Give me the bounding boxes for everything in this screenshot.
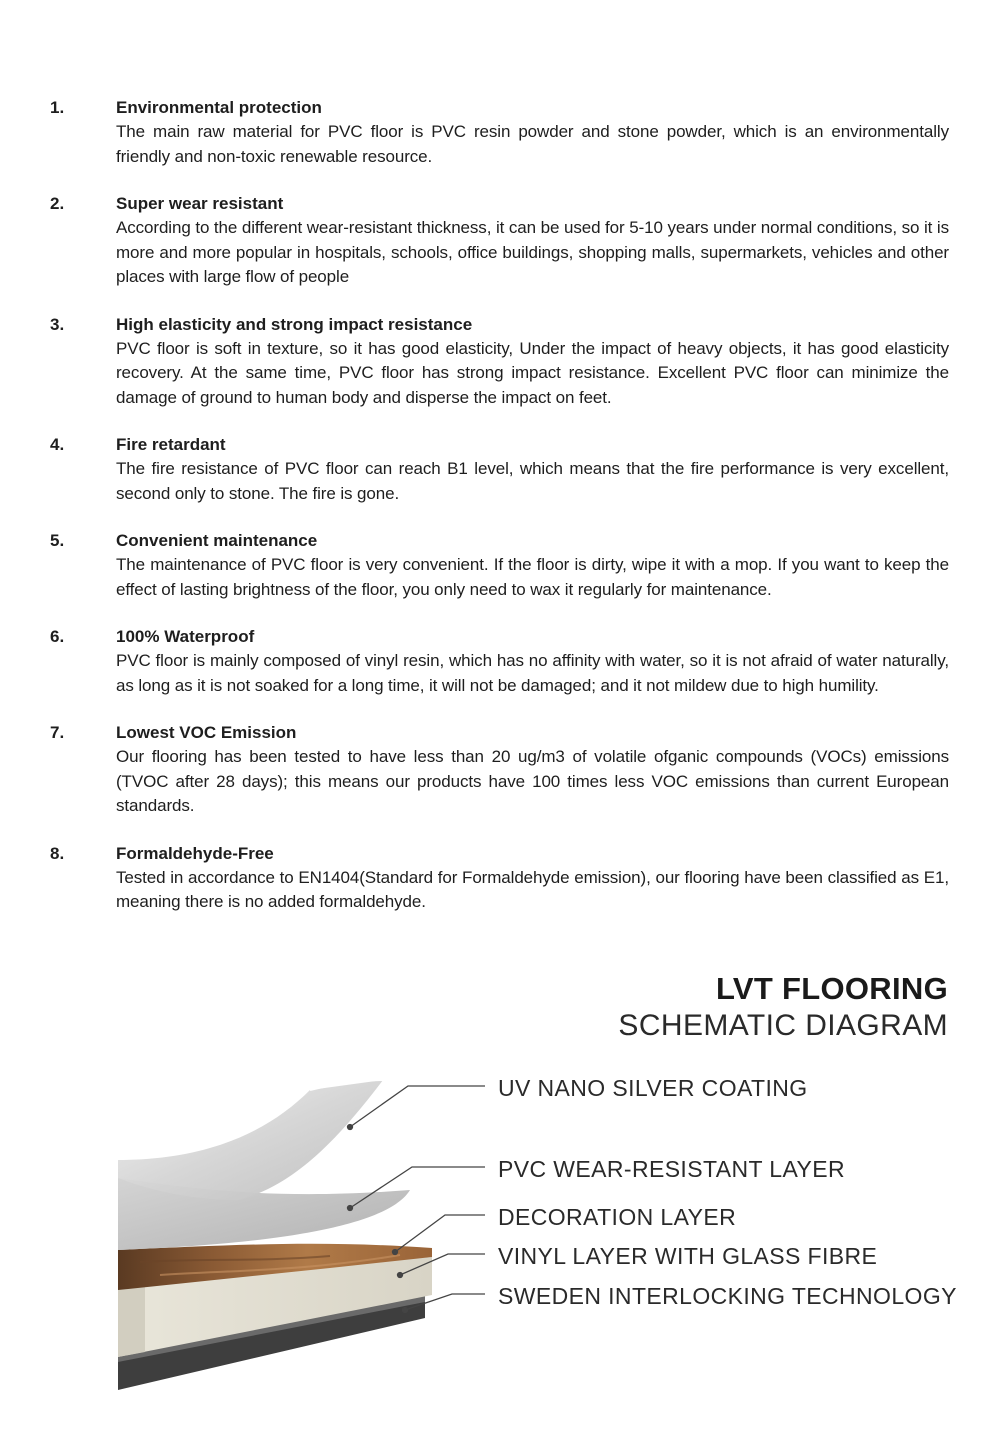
feature-title: Formaldehyde-Free (116, 843, 274, 863)
feature-title: Convenient maintenance (116, 531, 318, 550)
feature-description: PVC floor is mainly composed of vinyl resin, which has no affinity with water, so it is not afraid of water naturally, as long as it is not soaked for a long time, it will not be damaged; and it not mildew due to high humility. (116, 651, 949, 695)
feature-description: According to the different wear-resistant thickness, it can be used for 5-10 years under normal conditions, so it is more and more popular in hospitals, schools, office buildings, shopping malls, supermarkets, vehicles and other places with large flow of people (116, 218, 949, 286)
layer-label-decoration: DECORATION LAYER (498, 1204, 737, 1230)
leader-dot-decoration (393, 1250, 398, 1255)
diagram-subtitle: SCHEMATIC DIAGRAM (618, 1009, 948, 1042)
leader-dot-pvc-wear (348, 1206, 353, 1211)
feature-item (0, 433, 1000, 506)
feature-number: 3. (50, 314, 65, 334)
feature-item (0, 842, 1000, 915)
feature-item (0, 313, 1000, 411)
feature-item (0, 529, 1000, 602)
leader-line-decoration (395, 1215, 485, 1252)
feature-description: Our flooring has been tested to have less than 20 ug/m3 of volatile ofganic compounds (VOCs) emissions (TVOC after 28 days); this means our products have 100 times less VOC emissions than current European standards. (116, 747, 949, 815)
feature-number: 7. (50, 723, 65, 742)
layer-label-pvc-wear: PVC WEAR-RESISTANT LAYER (498, 1156, 845, 1182)
feature-item (0, 625, 1000, 698)
leader-dot-uv-coating (348, 1125, 353, 1130)
feature-number: 2. (50, 194, 65, 213)
feature-number: 6. (50, 627, 65, 646)
feature-title: Fire retardant (116, 435, 226, 454)
feature-number: 4. (50, 435, 65, 454)
feature-title: Super wear resistant (116, 194, 284, 213)
feature-title: 100% Waterproof (116, 627, 255, 646)
feature-number: 1. (50, 98, 65, 117)
layer-label-vinyl: VINYL LAYER WITH GLASS FIBRE (498, 1243, 878, 1269)
leader-dot-interlocking (403, 1308, 408, 1313)
diagram-heading (618, 970, 948, 1044)
layer-label-interlocking: SWEDEN INTERLOCKING TECHNOLOGY (498, 1283, 957, 1309)
uv-coating-sheet (118, 1080, 383, 1200)
feature-description: The maintenance of PVC floor is very convenient. If the floor is dirty, wipe it with a mop. If you want to keep the effect of lasting brightness of the floor, you only need to wax it regularly for maintenance. (116, 555, 949, 599)
feature-title: High elasticity and strong impact resistance (116, 314, 473, 334)
feature-number: 5. (50, 531, 65, 550)
feature-description: The fire resistance of PVC floor can reach B1 level, which means that the fire performance is very excellent, second only to stone. The fire is gone. (116, 459, 949, 503)
feature-title: Lowest VOC Emission (116, 723, 297, 742)
feature-item (0, 192, 1000, 290)
feature-number: 8. (50, 843, 65, 863)
feature-item (0, 96, 1000, 169)
leader-dot-vinyl (398, 1273, 403, 1278)
feature-list (0, 96, 1000, 938)
feature-description: PVC floor is soft in texture, so it has good elasticity, Under the impact of heavy objects, it has good elasticity recovery. At the same time, PVC floor has strong impact resistance. Excellent PVC floor can minimize the damage of ground to human body and disperse the impact on feet. (116, 338, 949, 407)
feature-description: The main raw material for PVC floor is PVC resin powder and stone powder, which is an environmentally friendly and non-toxic renewable resource. (116, 122, 949, 166)
feature-title: Environmental protection (116, 98, 322, 117)
layer-label-uv-coating: UV NANO SILVER COATING (498, 1075, 808, 1101)
feature-description: Tested in accordance to EN1404(Standard for Formaldehyde emission), our flooring have been classified as E1, meaning there is no added formaldehyde. (116, 867, 949, 911)
feature-item (0, 721, 1000, 819)
diagram-title: LVT FLOORING (715, 971, 948, 1006)
